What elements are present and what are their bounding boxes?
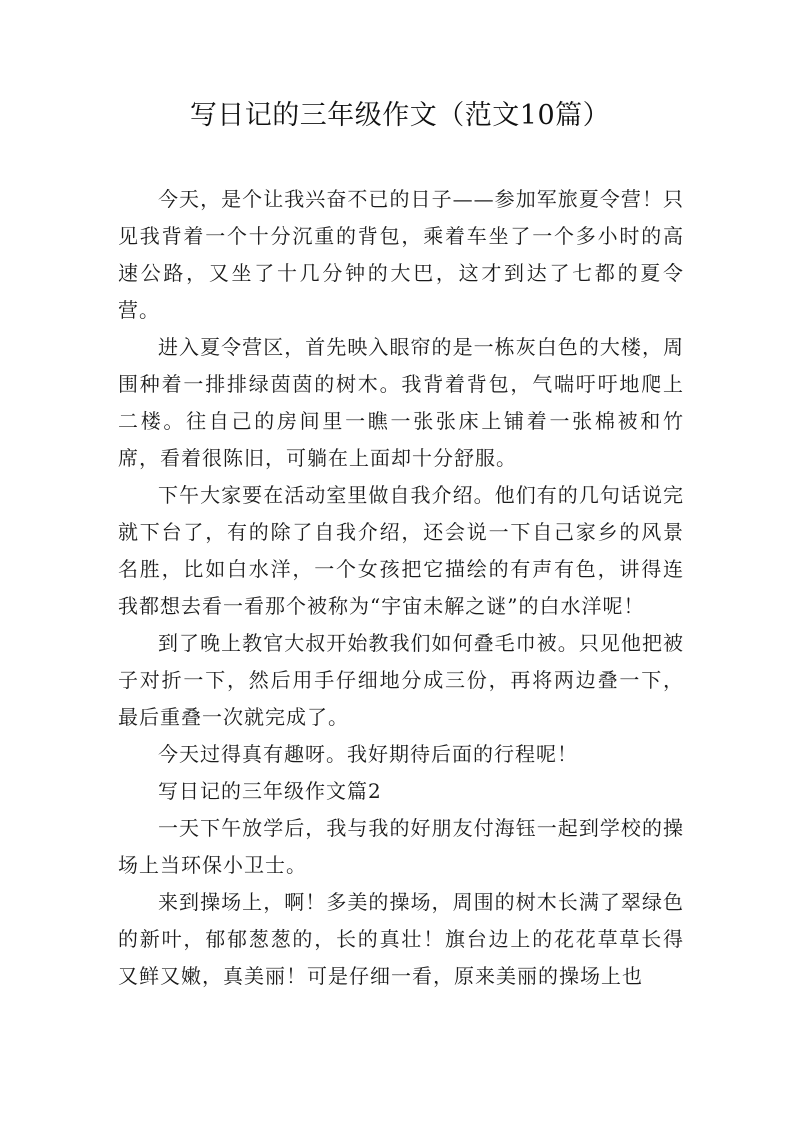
paragraph: 下午大家要在活动室里做自我介绍。他们有的几句话说完就下台了，有的除了自我介绍，还会说一下自己家乡的风景名胜，比如白水洋，一个女孩把它描绘的有声有色，讲得连我都想去看一看那个被称为“宇宙未解之谜”的白水洋呢！ xyxy=(118,483,684,618)
paragraph: 来到操场上，啊！多美的操场，周围的树木长满了翠绿色的新叶，郁郁葱葱的，长的真壮！旗台边上的花花草草长得又鲜又嫩，真美丽！可是仔细一看，原来美丽的操场上也 xyxy=(118,890,684,988)
document-title: 写日记的三年级作文（范文10篇） xyxy=(189,100,611,131)
section-heading: 写日记的三年级作文篇2 xyxy=(158,779,382,803)
paragraph: 今天，是个让我兴奋不已的日子——参加军旅夏令营！只见我背着一个十分沉重的背包，乘着车坐了一个多小时的高速公路，又坐了十几分钟的大巴，这才到达了七都的夏令营。 xyxy=(118,187,684,322)
paragraph: 今天过得真有趣呀。我好期待后面的行程呢！ xyxy=(158,742,578,766)
document-body xyxy=(118,181,684,995)
paragraph: 一天下午放学后，我与我的好朋友付海钰一起到学校的操场上当环保小卫士。 xyxy=(118,816,684,877)
paragraph: 到了晚上教官大叔开始教我们如何叠毛巾被。只见他把被子对折一下，然后用手仔细地分成三份，再将两边叠一下，最后重叠一次就完成了。 xyxy=(118,631,684,729)
paragraph: 进入夏令营区，首先映入眼帘的是一栋灰白色的大楼，周围种着一排排绿茵茵的树木。我背着背包，气喘吁吁地爬上二楼。往自己的房间里一瞧一张张床上铺着一张棉被和竹席，看着很陈旧，可躺在上面却十分舒服。 xyxy=(118,335,684,470)
